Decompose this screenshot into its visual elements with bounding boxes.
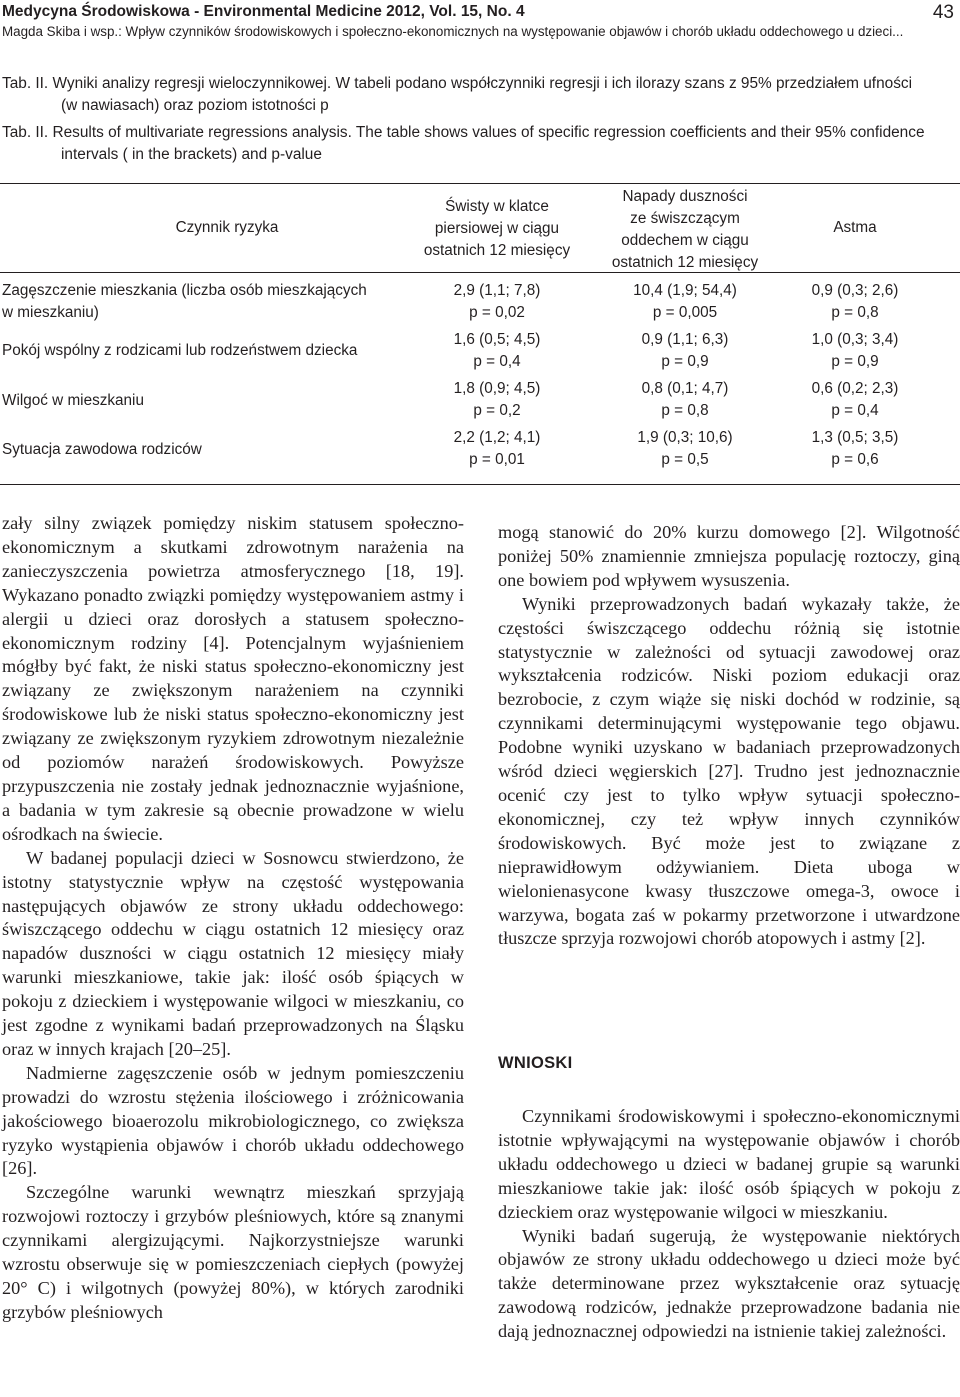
cell-ci: 2,2 (1,2; 4,1) — [453, 429, 541, 446]
caption-text-cont: (w nawiasach) oraz poziom istotności p — [61, 97, 329, 114]
table-cell — [730, 329, 960, 373]
table-row-factor — [2, 390, 144, 412]
cell-ci: 1,6 (0,5; 4,5) — [453, 331, 541, 348]
paragraph: Czynnikami środowiskowymi i społeczno-ekonomicznymi istotnie wpływającymi na występowanie objawów i chorób układu oddechowego u dzieci w badanej grupie są warunki mieszkaniowe takie jak: ilość osób śpiących w pokoju z dzieckiem oraz występowanie wilgoci w mieszkaniu. — [498, 1106, 960, 1222]
paragraph: zały silny związek pomiędzy niskim statusem społeczno-ekonomicznym a skutkami zdrowotnym narażenia na zanieczyszczenia powietrza atmosferycznego [18, 19]. Wykazano ponadto związki pomiędzy występowaniem astmy i alergii u dzieci oraz dorosłych a statusem społeczno-ekonomicznym rodziny [4]. Potencjalnym wyjaśnieniem mógłby być fakt, że niski status społeczno-ekonomiczny jest związany ze zwiększonym narażeniem na czynniki środowiskowe lub że niski status społeczno-ekonomiczny jest związany ze zwiększonym ryzykiem zdrowotnym niezależnie od poziomów narażeń środowiskowych. Powyższe przypuszczenia nie zostały jednak jednoznacznie wyjaśnione, a badania w tym zakresie są obecnie prowadzone w wielu ośrodkach na świecie. — [2, 513, 464, 844]
cell-p: p = 0,5 — [661, 451, 709, 468]
factor-line: w mieszkaniu) — [2, 304, 99, 321]
header-line: Napady duszności — [622, 188, 748, 205]
cell-p: p = 0,9 — [831, 353, 879, 370]
header-line: Świsty w klatce — [445, 198, 549, 215]
cell-ci: 1,0 (0,3; 3,4) — [811, 331, 899, 348]
cell-ci: 2,9 (1,1; 7,8) — [453, 282, 541, 299]
caption-label: Tab. II. — [2, 124, 49, 141]
cell-ci: 0,6 (0,2; 2,3) — [811, 380, 899, 397]
journal-title: Medycyna Środowiskowa - Environmental Medicine 2012, Vol. 15, No. 4 — [2, 3, 525, 20]
cell-p: p = 0,6 — [831, 451, 879, 468]
running-title: Magda Skiba i wsp.: Wpływ czynników środowiskowych i społeczno-ekonomicznych na występowanie objawów i chorób układu oddechowego u dzieci... — [2, 24, 904, 39]
body-column-left — [2, 512, 464, 1325]
cell-p: p = 0,2 — [473, 402, 521, 419]
factor-line: Pokój wspólny z rodzicami lub rodzeństwem dziecka — [2, 342, 358, 359]
cell-ci: 0,8 (0,1; 4,7) — [641, 380, 729, 397]
caption-text: Results of multivariate regressions analysis. The table shows values of specific regression coefficients and their 95% confidence — [52, 124, 925, 141]
cell-ci: 1,9 (0,3; 10,6) — [637, 429, 733, 446]
table-row-factor — [2, 340, 357, 362]
header-line: piersiowej w ciągu — [434, 220, 560, 237]
table-bottom-rule — [0, 484, 960, 485]
factor-line: Zagęszczenie mieszkania (liczba osób mieszkających — [2, 282, 367, 299]
table-caption-english — [2, 122, 960, 166]
cell-p: p = 0,8 — [661, 402, 709, 419]
header-asthma: Astma — [833, 219, 877, 236]
cell-p: p = 0,9 — [661, 353, 709, 370]
header-line: oddechem w ciągu — [621, 232, 749, 249]
table-top-rule — [0, 183, 960, 184]
table-cell — [730, 427, 960, 471]
cell-ci: 0,9 (0,3; 2,6) — [811, 282, 899, 299]
paragraph: Nadmierne zagęszczenie osób w jednym pomieszczeniu prowadzi do wzrostu stężenia ilościowego i zróżnicowania jakościowego bioaerozolu mikrobiologicznego, co zwiększa ryzyko wystąpienia objawów i chorób układu oddechowego [26]. — [2, 1062, 464, 1179]
cell-ci: 1,3 (0,5; 3,5) — [811, 429, 899, 446]
cell-p: p = 0,01 — [469, 451, 525, 468]
table-caption-polish — [2, 73, 960, 117]
paragraph: Wyniki badań sugerują, że występowanie niektórych objawów ze strony układu oddechowego u dzieci może być także determinowane przez wykształcenie oraz sytuację zawodową rodziców, jednakże przeprowadzone badania nie dają jednoznacznej odpowiedzi na istnienie takiej zależności. — [498, 1225, 960, 1342]
table-row-factor — [2, 439, 202, 461]
header-factor: Czynnik ryzyka — [175, 219, 279, 236]
factor-line: Sytuacja zawodowa rodziców — [2, 441, 202, 458]
cell-p: p = 0,02 — [469, 304, 525, 321]
caption-text-cont: intervals ( in the brackets) and p-value — [61, 146, 322, 163]
body-column-right — [498, 521, 960, 951]
section-heading-conclusions: WNIOSKI — [498, 1054, 573, 1072]
cell-ci: 10,4 (1,9; 54,4) — [633, 282, 737, 299]
paragraph: W badanej populacji dzieci w Sosnowcu stwierdzono, że istotny statystycznie wpływ na częstość występowania następujących objawów ze strony układu oddechowego: świszczącego oddechu w ciągu ostatnich 12 miesięcy oraz napadów duszności w ciągu ostatnich 12 miesięcy miały warunki mieszkaniowe, takie jak: ilość osób śpiących w pokoju z dzieckiem i występowanie wilgoci w mieszkaniu, co jest zgodne z wynikami badań przeprowadzonych na Śląsku oraz w innych krajach [20–25]. — [2, 847, 464, 1059]
cell-p: p = 0,4 — [473, 353, 521, 370]
header-line: ostatnich 12 miesięcy — [423, 242, 571, 259]
table-cell — [730, 378, 960, 422]
cell-p: p = 0,8 — [831, 304, 879, 321]
table-row-factor — [2, 280, 367, 324]
cell-ci: 0,9 (1,1; 6,3) — [641, 331, 729, 348]
paragraph: Szczególne warunki wewnątrz mieszkań sprzyjają rozwojowi roztoczy i grzybów pleśniowych, które są znanymi czynnikami alergizującymi. Najkorzystniejsze warunki wzrostu obserwuje się w pomieszczeniach ciepłych (powyżej 20° C) i wilgotnych (powyżej 80%), w których zarodniki grzybów pleśniowych — [2, 1182, 464, 1322]
paragraph: Wyniki przeprowadzonych badań wykazały także, że częstości świszczącego oddechu różnią się istotnie statystycznie w zależności od sytuacji zawodowej oraz wykształcenia rodziców. Niski poziom edukacji oraz bezrobocie, z czym wiąże się niski dochód w rodzinie, są czynnikami determinującymi występowanie tego objawu. Podobne wyniki uzyskano w badaniach przeprowadzonych wśród dzieci węgierskich [27]. Trudno jest jednoznacznie ocenić czy jest to tylko wpływ sytuacji społeczno-ekonomicznej, czy też wpływ innych czynników środowiskowych. Być może jest to związane z nieprawidłowym odżywianiem. Dieta uboga w wielonienasycone kwasy tłuszczowe omega-3, owoce i warzywa, bogata zaś w pokarmy przetworzone i utwardzone tłuszcze sprzyja rozwojowi chorób atopowych i astmy [2]. — [498, 593, 960, 949]
conclusions-text — [498, 1105, 960, 1344]
table-cell — [730, 280, 960, 324]
caption-text: Wyniki analizy regresji wieloczynnikowej. W tabeli podano współczynniki regresji i ich ilorazy szans z 95% przedziałem ufności — [52, 75, 913, 92]
cell-p: p = 0,005 — [652, 304, 718, 321]
page-number: 43 — [932, 2, 954, 23]
factor-line: Wilgoć w mieszkaniu — [2, 392, 144, 409]
caption-label: Tab. II. — [2, 75, 49, 92]
cell-ci: 1,8 (0,9; 4,5) — [453, 380, 541, 397]
table-header-rule — [0, 272, 960, 273]
header-line: ze świszczącym — [630, 210, 740, 227]
header-line: ostatnich 12 miesięcy — [611, 254, 759, 271]
paragraph: mogą stanowić do 20% kurzu domowego [2]. Wilgotność poniżej 50% znamiennie zmniejsza populację roztoczy, giną one bowiem pod wpływem wysuszenia. — [498, 522, 960, 590]
cell-p: p = 0,4 — [831, 402, 879, 419]
